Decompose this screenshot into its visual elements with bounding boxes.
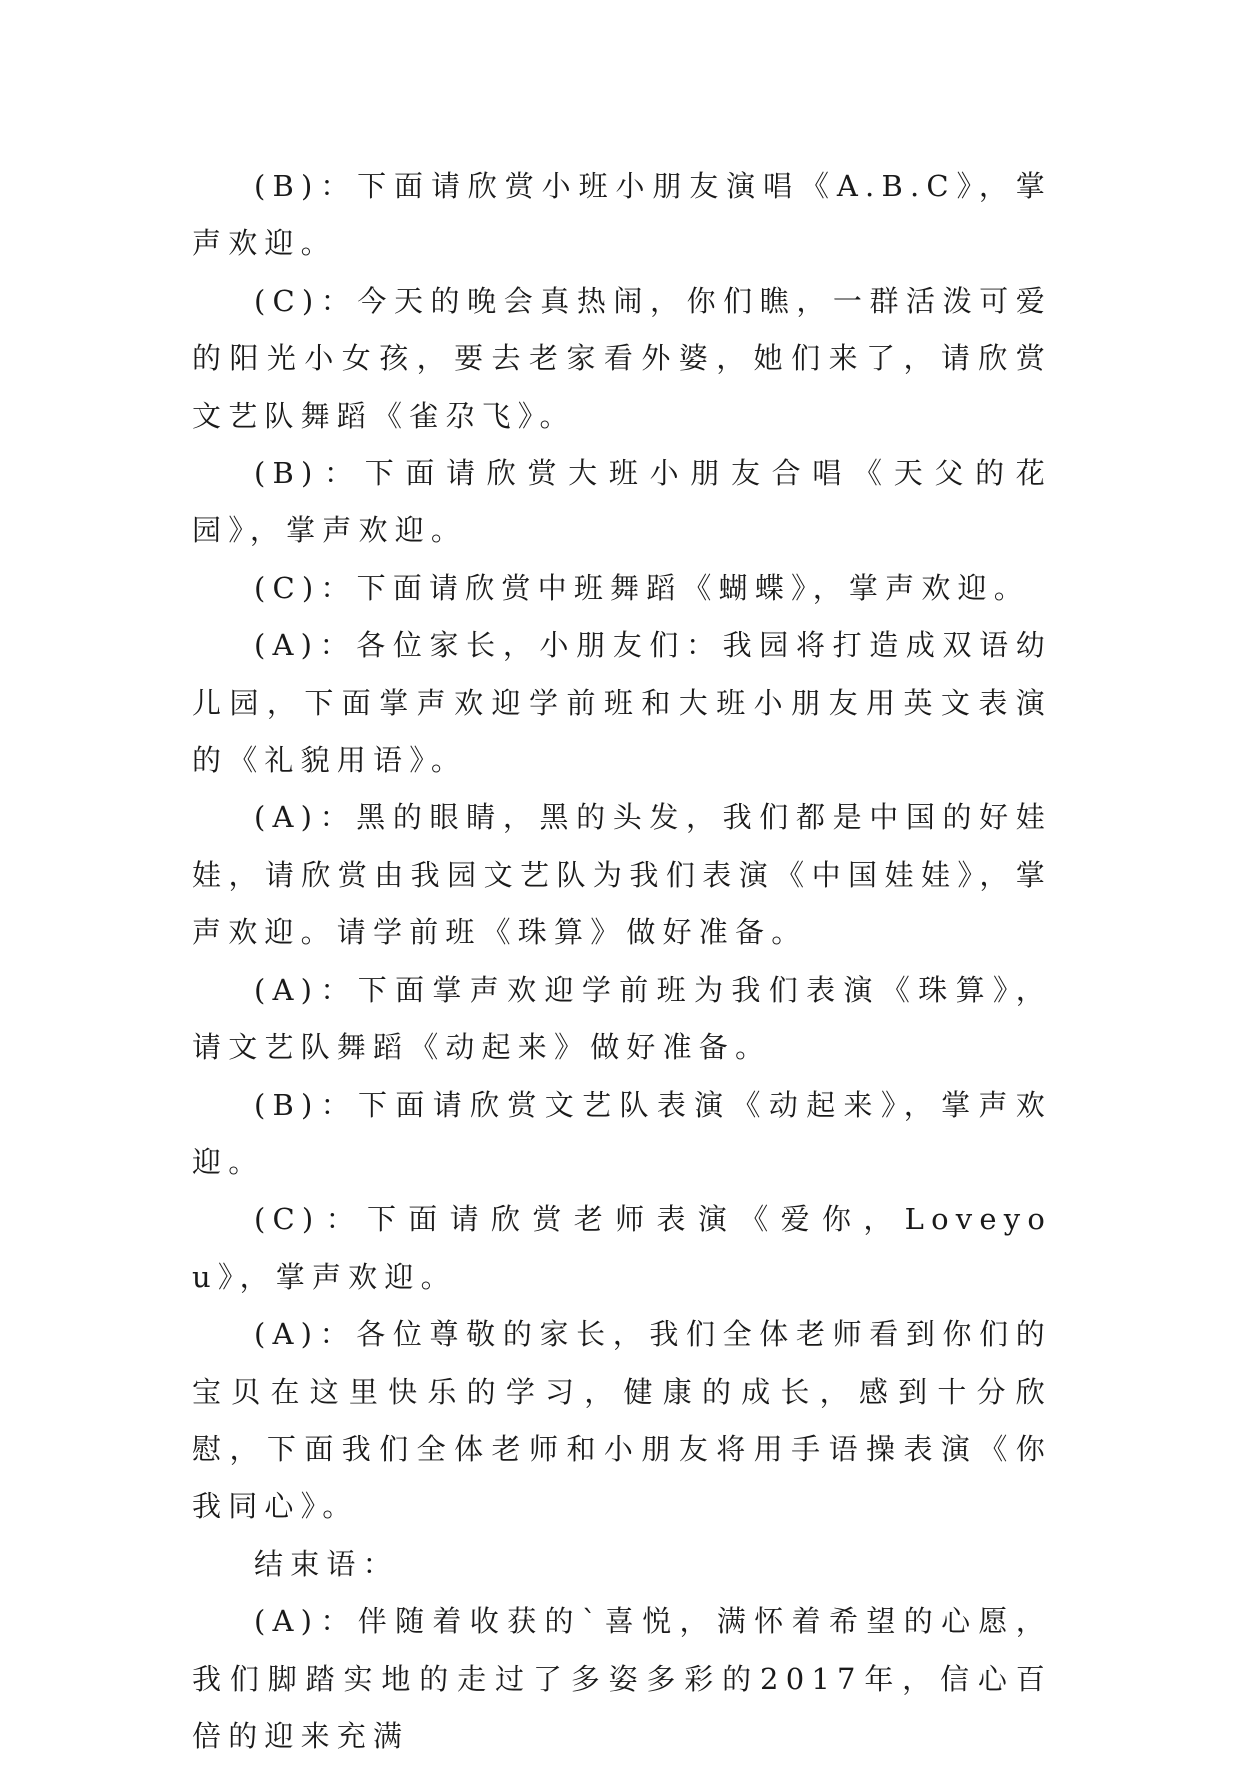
document-body xyxy=(192,158,1052,1765)
paragraph-6: (A)：黑的眼睛，黑的头发，我们都是中国的好娃娃，请欣赏由我园文艺队为我们表演《中国娃娃》，掌声欢迎。请学前班《珠算》做好准备。 xyxy=(192,800,1052,950)
paragraph-2: (C)：今天的晚会真热闹，你们瞧，一群活泼可爱的阳光小女孩，要去老家看外婆，她们来了，请欣赏文艺队舞蹈《雀尕飞》。 xyxy=(192,283,1052,433)
paragraph-1: (B)：下面请欣赏小班小朋友演唱《A.B.C》，掌声欢迎。 xyxy=(192,169,1052,261)
paragraph-7: (A)：下面掌声欢迎学前班为我们表演《珠算》，请文艺队舞蹈《动起来》做好准备。 xyxy=(192,972,1052,1065)
paragraph-5: (A)：各位家长，小朋友们：我园将打造成双语幼儿园，下面掌声欢迎学前班和大班小朋友用英文表演的《礼貌用语》。 xyxy=(192,628,1052,778)
section-heading-closing: 结束语： xyxy=(254,1546,399,1581)
paragraph-9: (C)：下面请欣赏老师表演《爱你，Loveyou》，掌声欢迎。 xyxy=(192,1202,1052,1294)
paragraph-8: (B)：下面请欣赏文艺队表演《动起来》，掌声欢迎。 xyxy=(192,1087,1052,1179)
paragraph-10: (A)：各位尊敬的家长，我们全体老师看到你们的宝贝在这里快乐的学习，健康的成长，感到十分欣慰，下面我们全体老师和小朋友将用手语操表演《你我同心》。 xyxy=(192,1317,1052,1524)
paragraph-3: (B)：下面请欣赏大班小朋友合唱《天父的花园》，掌声欢迎。 xyxy=(192,456,1052,548)
paragraph-12: (A)：伴随着收获的`喜悦，满怀着希望的心愿，我们脚踏实地的走过了多姿多彩的2017年，信心百倍的迎来充满 xyxy=(192,1604,1052,1753)
paragraph-4: (C)：下面请欣赏中班舞蹈《蝴蝶》，掌声欢迎。 xyxy=(254,570,1030,605)
